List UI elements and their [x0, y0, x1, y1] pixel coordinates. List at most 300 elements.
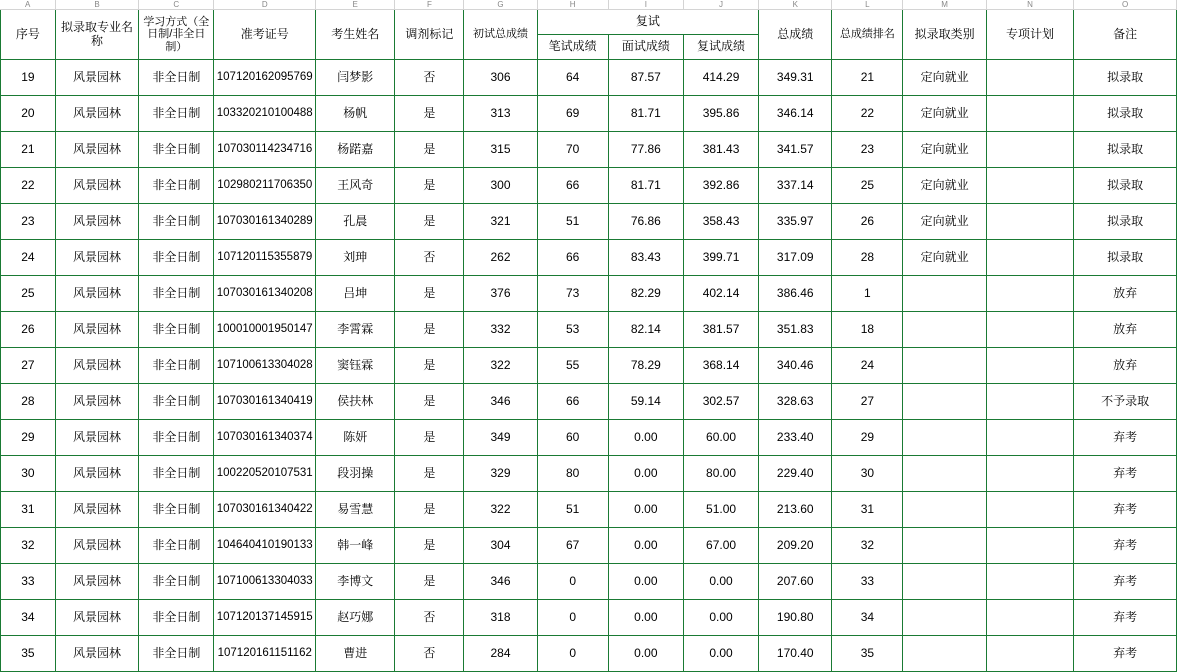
- cell-retest-total[interactable]: 381.43: [683, 132, 758, 168]
- cell-retest-total[interactable]: 80.00: [683, 456, 758, 492]
- cell-index[interactable]: 33: [1, 564, 56, 600]
- column-letter-e[interactable]: E: [316, 0, 395, 10]
- header-written-label: 笔试成绩: [548, 39, 597, 54]
- cell-major[interactable]: 风景园林: [55, 420, 138, 456]
- cell-admit-type[interactable]: [903, 312, 986, 348]
- cell-total[interactable]: 346.14: [759, 96, 832, 132]
- cell-transfer-mark[interactable]: 否: [395, 600, 464, 636]
- cell-retest-total[interactable]: 358.43: [683, 204, 758, 240]
- cell-total[interactable]: 209.20: [759, 528, 832, 564]
- cell-written[interactable]: 73: [537, 276, 608, 312]
- cell-study-mode[interactable]: 非全日制: [139, 132, 214, 168]
- cell-admit-type[interactable]: [903, 600, 986, 636]
- cell-exam-ticket[interactable]: 107120162095769: [214, 60, 316, 96]
- cell-rank[interactable]: 21: [832, 60, 903, 96]
- cell-remark[interactable]: 拟录取: [1074, 132, 1177, 168]
- header-index: [1, 10, 56, 60]
- cell-major[interactable]: 风景园林: [55, 348, 138, 384]
- cell-rank[interactable]: 30: [832, 456, 903, 492]
- cell-name[interactable]: 窦钰霖: [316, 348, 395, 384]
- cell-retest-total[interactable]: 402.14: [683, 276, 758, 312]
- cell-index[interactable]: 30: [1, 456, 56, 492]
- cell-admit-type[interactable]: 定向就业: [903, 204, 986, 240]
- cell-index[interactable]: 23: [1, 204, 56, 240]
- cell-written[interactable]: 66: [537, 240, 608, 276]
- cell-admit-type[interactable]: 定向就业: [903, 240, 986, 276]
- cell-study-mode[interactable]: 非全日制: [139, 636, 214, 672]
- cell-admit-type[interactable]: 定向就业: [903, 60, 986, 96]
- column-letter-m[interactable]: M: [903, 0, 986, 10]
- cell-written[interactable]: 0: [537, 600, 608, 636]
- cell-index[interactable]: 32: [1, 528, 56, 564]
- cell-first-total[interactable]: 322: [464, 492, 537, 528]
- cell-index[interactable]: 24: [1, 240, 56, 276]
- cell-admit-type[interactable]: [903, 564, 986, 600]
- cell-study-mode[interactable]: 非全日制: [139, 564, 214, 600]
- cell-transfer-mark[interactable]: 是: [395, 492, 464, 528]
- column-letter-row: [1, 0, 1177, 10]
- column-letter-h[interactable]: H: [537, 0, 608, 10]
- cell-major[interactable]: 风景园林: [55, 528, 138, 564]
- cell-first-total[interactable]: 346: [464, 564, 537, 600]
- cell-index[interactable]: 34: [1, 600, 56, 636]
- cell-interview[interactable]: 0.00: [608, 420, 683, 456]
- cell-interview[interactable]: 76.86: [608, 204, 683, 240]
- cell-special-plan[interactable]: [986, 384, 1073, 420]
- cell-remark[interactable]: 弃考: [1074, 456, 1177, 492]
- cell-special-plan[interactable]: [986, 240, 1073, 276]
- header-admit-type-label: 拟录取类别: [914, 26, 975, 41]
- cell-name[interactable]: 孔晨: [316, 204, 395, 240]
- header-name-label: 考生姓名: [331, 26, 380, 41]
- cell-interview[interactable]: 0.00: [608, 456, 683, 492]
- cell-major[interactable]: 风景园林: [55, 456, 138, 492]
- cell-remark[interactable]: 拟录取: [1074, 60, 1177, 96]
- cell-special-plan[interactable]: [986, 348, 1073, 384]
- cell-first-total[interactable]: 313: [464, 96, 537, 132]
- cell-rank[interactable]: 1: [832, 276, 903, 312]
- cell-exam-ticket[interactable]: 107030161340419: [214, 384, 316, 420]
- cell-rank[interactable]: 23: [832, 132, 903, 168]
- header-special-plan-label: 专项计划: [1006, 26, 1055, 41]
- header-remark-label: 备注: [1113, 26, 1138, 41]
- cell-index[interactable]: 26: [1, 312, 56, 348]
- cell-total[interactable]: 337.14: [759, 168, 832, 204]
- cell-total[interactable]: 340.46: [759, 348, 832, 384]
- cell-first-total[interactable]: 300: [464, 168, 537, 204]
- cell-index[interactable]: 27: [1, 348, 56, 384]
- cell-exam-ticket[interactable]: 107030161340289: [214, 204, 316, 240]
- cell-special-plan[interactable]: [986, 204, 1073, 240]
- cell-major[interactable]: 风景园林: [55, 96, 138, 132]
- cell-study-mode[interactable]: 非全日制: [139, 348, 214, 384]
- cell-special-plan[interactable]: [986, 168, 1073, 204]
- cell-admit-type[interactable]: [903, 384, 986, 420]
- column-letter-i[interactable]: I: [608, 0, 683, 10]
- cell-rank[interactable]: 24: [832, 348, 903, 384]
- cell-first-total[interactable]: 318: [464, 600, 537, 636]
- cell-interview[interactable]: 0.00: [608, 492, 683, 528]
- cell-study-mode[interactable]: 非全日制: [139, 168, 214, 204]
- cell-total[interactable]: 349.31: [759, 60, 832, 96]
- cell-transfer-mark[interactable]: 是: [395, 96, 464, 132]
- cell-special-plan[interactable]: [986, 600, 1073, 636]
- cell-total[interactable]: 328.63: [759, 384, 832, 420]
- column-letter-j[interactable]: J: [683, 0, 758, 10]
- header-retest-total-label: 复试成绩: [697, 39, 746, 54]
- cell-exam-ticket[interactable]: 102980211706350: [214, 168, 316, 204]
- cell-transfer-mark[interactable]: 是: [395, 168, 464, 204]
- cell-total[interactable]: 317.09: [759, 240, 832, 276]
- cell-retest-total[interactable]: 0.00: [683, 564, 758, 600]
- cell-retest-total[interactable]: 395.86: [683, 96, 758, 132]
- cell-special-plan[interactable]: [986, 528, 1073, 564]
- cell-rank[interactable]: 32: [832, 528, 903, 564]
- cell-total[interactable]: 170.40: [759, 636, 832, 672]
- cell-name[interactable]: 李博文: [316, 564, 395, 600]
- cell-rank[interactable]: 25: [832, 168, 903, 204]
- cell-first-total[interactable]: 306: [464, 60, 537, 96]
- cell-interview[interactable]: 81.71: [608, 168, 683, 204]
- cell-special-plan[interactable]: [986, 456, 1073, 492]
- cell-first-total[interactable]: 376: [464, 276, 537, 312]
- cell-exam-ticket[interactable]: 107030114234716: [214, 132, 316, 168]
- cell-total[interactable]: 386.46: [759, 276, 832, 312]
- header-transfer-mark-label: 调剂标记: [405, 26, 454, 41]
- cell-admit-type[interactable]: 定向就业: [903, 96, 986, 132]
- cell-rank[interactable]: 26: [832, 204, 903, 240]
- cell-remark[interactable]: 弃考: [1074, 600, 1177, 636]
- cell-interview[interactable]: 87.57: [608, 60, 683, 96]
- cell-first-total[interactable]: 322: [464, 348, 537, 384]
- cell-index[interactable]: 31: [1, 492, 56, 528]
- header-total: [759, 10, 832, 60]
- cell-index[interactable]: 28: [1, 384, 56, 420]
- cell-rank[interactable]: 29: [832, 420, 903, 456]
- cell-name[interactable]: 李霄霖: [316, 312, 395, 348]
- cell-written[interactable]: 53: [537, 312, 608, 348]
- cell-admit-type[interactable]: [903, 528, 986, 564]
- column-letter-b[interactable]: B: [55, 0, 138, 10]
- cell-study-mode[interactable]: 非全日制: [139, 312, 214, 348]
- cell-transfer-mark[interactable]: 是: [395, 564, 464, 600]
- cell-name[interactable]: 杨帆: [316, 96, 395, 132]
- cell-name[interactable]: 吕坤: [316, 276, 395, 312]
- table-row: [1, 492, 1177, 528]
- cell-study-mode[interactable]: 非全日制: [139, 240, 214, 276]
- table-row: [1, 564, 1177, 600]
- cell-exam-ticket[interactable]: 104640410190133: [214, 528, 316, 564]
- cell-major[interactable]: 风景园林: [55, 276, 138, 312]
- cell-special-plan[interactable]: [986, 564, 1073, 600]
- cell-rank[interactable]: 27: [832, 384, 903, 420]
- column-letter-d[interactable]: D: [214, 0, 316, 10]
- cell-exam-ticket[interactable]: 103320210100488: [214, 96, 316, 132]
- cell-remark[interactable]: 弃考: [1074, 636, 1177, 672]
- cell-remark[interactable]: 弃考: [1074, 492, 1177, 528]
- cell-transfer-mark[interactable]: 是: [395, 456, 464, 492]
- cell-transfer-mark[interactable]: 否: [395, 60, 464, 96]
- cell-retest-total[interactable]: 392.86: [683, 168, 758, 204]
- cell-name[interactable]: 杨蹃嘉: [316, 132, 395, 168]
- cell-transfer-mark[interactable]: 是: [395, 132, 464, 168]
- cell-admit-type[interactable]: [903, 636, 986, 672]
- cell-interview[interactable]: 0.00: [608, 636, 683, 672]
- cell-first-total[interactable]: 304: [464, 528, 537, 564]
- cell-exam-ticket[interactable]: 107030161340208: [214, 276, 316, 312]
- cell-special-plan[interactable]: [986, 276, 1073, 312]
- cell-exam-ticket[interactable]: 100010001950147: [214, 312, 316, 348]
- cell-remark[interactable]: 放弃: [1074, 312, 1177, 348]
- cell-written[interactable]: 55: [537, 348, 608, 384]
- cell-total[interactable]: 229.40: [759, 456, 832, 492]
- cell-special-plan[interactable]: [986, 312, 1073, 348]
- cell-remark[interactable]: 弃考: [1074, 528, 1177, 564]
- cell-admit-type[interactable]: [903, 276, 986, 312]
- cell-written[interactable]: 60: [537, 420, 608, 456]
- cell-study-mode[interactable]: 非全日制: [139, 96, 214, 132]
- cell-retest-total[interactable]: 414.29: [683, 60, 758, 96]
- header-transfer-mark: [395, 10, 464, 60]
- cell-study-mode[interactable]: 非全日制: [139, 600, 214, 636]
- cell-written[interactable]: 51: [537, 492, 608, 528]
- cell-interview[interactable]: 82.29: [608, 276, 683, 312]
- cell-exam-ticket[interactable]: 100220520107531: [214, 456, 316, 492]
- cell-name[interactable]: 闫梦影: [316, 60, 395, 96]
- cell-admit-type[interactable]: 定向就业: [903, 168, 986, 204]
- cell-study-mode[interactable]: 非全日制: [139, 528, 214, 564]
- cell-major[interactable]: 风景园林: [55, 492, 138, 528]
- cell-remark[interactable]: 拟录取: [1074, 240, 1177, 276]
- cell-rank[interactable]: 22: [832, 96, 903, 132]
- cell-written[interactable]: 69: [537, 96, 608, 132]
- cell-study-mode[interactable]: 非全日制: [139, 420, 214, 456]
- cell-retest-total[interactable]: 51.00: [683, 492, 758, 528]
- cell-transfer-mark[interactable]: 是: [395, 348, 464, 384]
- cell-retest-total[interactable]: 60.00: [683, 420, 758, 456]
- cell-admit-type[interactable]: [903, 492, 986, 528]
- cell-first-total[interactable]: 349: [464, 420, 537, 456]
- header-first-total: [464, 10, 537, 60]
- cell-study-mode[interactable]: 非全日制: [139, 60, 214, 96]
- header-study-mode-label: 学习方式（全日制/非全日制）: [143, 16, 210, 53]
- cell-total[interactable]: 335.97: [759, 204, 832, 240]
- cell-remark[interactable]: 弃考: [1074, 420, 1177, 456]
- cell-written[interactable]: 51: [537, 204, 608, 240]
- cell-total[interactable]: 233.40: [759, 420, 832, 456]
- cell-rank[interactable]: 28: [832, 240, 903, 276]
- cell-name[interactable]: 易雪慧: [316, 492, 395, 528]
- cell-major[interactable]: 风景园林: [55, 204, 138, 240]
- cell-name[interactable]: 刘珅: [316, 240, 395, 276]
- cell-remark[interactable]: 放弃: [1074, 276, 1177, 312]
- cell-transfer-mark[interactable]: 是: [395, 528, 464, 564]
- table-header-row-top: [1, 10, 1177, 35]
- cell-transfer-mark[interactable]: 否: [395, 636, 464, 672]
- table-row: [1, 276, 1177, 312]
- cell-name[interactable]: 曹进: [316, 636, 395, 672]
- cell-transfer-mark[interactable]: 是: [395, 420, 464, 456]
- cell-retest-total[interactable]: 0.00: [683, 636, 758, 672]
- cell-name[interactable]: 陈妍: [316, 420, 395, 456]
- cell-index[interactable]: 29: [1, 420, 56, 456]
- cell-total[interactable]: 190.80: [759, 600, 832, 636]
- column-letter-a[interactable]: A: [1, 0, 56, 10]
- cell-study-mode[interactable]: 非全日制: [139, 276, 214, 312]
- cell-transfer-mark[interactable]: 是: [395, 312, 464, 348]
- cell-written[interactable]: 80: [537, 456, 608, 492]
- cell-written[interactable]: 0: [537, 636, 608, 672]
- cell-special-plan[interactable]: [986, 132, 1073, 168]
- cell-interview[interactable]: 77.86: [608, 132, 683, 168]
- cell-major[interactable]: 风景园林: [55, 168, 138, 204]
- cell-special-plan[interactable]: [986, 492, 1073, 528]
- cell-remark[interactable]: 放弃: [1074, 348, 1177, 384]
- cell-written[interactable]: 66: [537, 384, 608, 420]
- cell-name[interactable]: 段羽操: [316, 456, 395, 492]
- cell-remark[interactable]: 弃考: [1074, 564, 1177, 600]
- cell-remark[interactable]: 不予录取: [1074, 384, 1177, 420]
- cell-interview[interactable]: 82.14: [608, 312, 683, 348]
- cell-interview[interactable]: 0.00: [608, 528, 683, 564]
- header-first-total-label: 初试总成绩: [473, 28, 529, 41]
- cell-admit-type[interactable]: [903, 348, 986, 384]
- cell-first-total[interactable]: 315: [464, 132, 537, 168]
- cell-major[interactable]: 风景园林: [55, 60, 138, 96]
- header-retest-group-label: 复试: [635, 14, 660, 29]
- cell-written[interactable]: 0: [537, 564, 608, 600]
- cell-exam-ticket[interactable]: 107120161151162: [214, 636, 316, 672]
- table-row: [1, 240, 1177, 276]
- header-written: [537, 35, 608, 60]
- cell-study-mode[interactable]: 非全日制: [139, 384, 214, 420]
- cell-index[interactable]: 22: [1, 168, 56, 204]
- cell-retest-total[interactable]: 381.57: [683, 312, 758, 348]
- cell-rank[interactable]: 33: [832, 564, 903, 600]
- column-letter-g[interactable]: G: [464, 0, 537, 10]
- cell-first-total[interactable]: 346: [464, 384, 537, 420]
- cell-total[interactable]: 207.60: [759, 564, 832, 600]
- cell-total[interactable]: 341.57: [759, 132, 832, 168]
- table-row: [1, 600, 1177, 636]
- cell-major[interactable]: 风景园林: [55, 384, 138, 420]
- header-study-mode: [139, 10, 214, 60]
- cell-exam-ticket[interactable]: 107030161340422: [214, 492, 316, 528]
- cell-transfer-mark[interactable]: 是: [395, 204, 464, 240]
- cell-exam-ticket[interactable]: 107120115355879: [214, 240, 316, 276]
- cell-admit-type[interactable]: 定向就业: [903, 132, 986, 168]
- cell-index[interactable]: 20: [1, 96, 56, 132]
- cell-name[interactable]: 赵巧娜: [316, 600, 395, 636]
- cell-total[interactable]: 213.60: [759, 492, 832, 528]
- cell-interview[interactable]: 0.00: [608, 600, 683, 636]
- cell-rank[interactable]: 34: [832, 600, 903, 636]
- cell-rank[interactable]: 35: [832, 636, 903, 672]
- cell-special-plan[interactable]: [986, 420, 1073, 456]
- cell-major[interactable]: 风景园林: [55, 600, 138, 636]
- cell-written[interactable]: 66: [537, 168, 608, 204]
- cell-study-mode[interactable]: 非全日制: [139, 456, 214, 492]
- cell-transfer-mark[interactable]: 是: [395, 384, 464, 420]
- table-row: [1, 96, 1177, 132]
- cell-first-total[interactable]: 329: [464, 456, 537, 492]
- cell-retest-total[interactable]: 302.57: [683, 384, 758, 420]
- cell-exam-ticket[interactable]: 107100613304033: [214, 564, 316, 600]
- cell-major[interactable]: 风景园林: [55, 240, 138, 276]
- cell-retest-total[interactable]: 399.71: [683, 240, 758, 276]
- column-letter-o[interactable]: O: [1074, 0, 1177, 10]
- cell-written[interactable]: 64: [537, 60, 608, 96]
- cell-major[interactable]: 风景园林: [55, 564, 138, 600]
- cell-name[interactable]: 韩一峰: [316, 528, 395, 564]
- cell-first-total[interactable]: 332: [464, 312, 537, 348]
- cell-interview[interactable]: 78.29: [608, 348, 683, 384]
- cell-transfer-mark[interactable]: 是: [395, 276, 464, 312]
- cell-first-total[interactable]: 284: [464, 636, 537, 672]
- header-rank: [832, 10, 903, 60]
- column-letter-l[interactable]: L: [832, 0, 903, 10]
- cell-remark[interactable]: 拟录取: [1074, 168, 1177, 204]
- cell-retest-total[interactable]: 0.00: [683, 600, 758, 636]
- column-letter-f[interactable]: F: [395, 0, 464, 10]
- column-letter-c[interactable]: C: [139, 0, 214, 10]
- cell-exam-ticket[interactable]: 107120137145915: [214, 600, 316, 636]
- cell-name[interactable]: 侯扶林: [316, 384, 395, 420]
- cell-index[interactable]: 35: [1, 636, 56, 672]
- cell-written[interactable]: 67: [537, 528, 608, 564]
- cell-special-plan[interactable]: [986, 636, 1073, 672]
- cell-transfer-mark[interactable]: 否: [395, 240, 464, 276]
- cell-written[interactable]: 70: [537, 132, 608, 168]
- cell-index[interactable]: 25: [1, 276, 56, 312]
- header-admit-type: [903, 10, 986, 60]
- cell-study-mode[interactable]: 非全日制: [139, 204, 214, 240]
- cell-interview[interactable]: 81.71: [608, 96, 683, 132]
- cell-special-plan[interactable]: [986, 96, 1073, 132]
- cell-interview[interactable]: 59.14: [608, 384, 683, 420]
- cell-exam-ticket[interactable]: 107030161340374: [214, 420, 316, 456]
- cell-exam-ticket[interactable]: 107100613304028: [214, 348, 316, 384]
- cell-interview[interactable]: 83.43: [608, 240, 683, 276]
- cell-major[interactable]: 风景园林: [55, 636, 138, 672]
- cell-rank[interactable]: 18: [832, 312, 903, 348]
- cell-rank[interactable]: 31: [832, 492, 903, 528]
- cell-remark[interactable]: 拟录取: [1074, 204, 1177, 240]
- cell-special-plan[interactable]: [986, 60, 1073, 96]
- cell-index[interactable]: 21: [1, 132, 56, 168]
- cell-retest-total[interactable]: 67.00: [683, 528, 758, 564]
- cell-first-total[interactable]: 262: [464, 240, 537, 276]
- cell-major[interactable]: 风景园林: [55, 132, 138, 168]
- column-letter-k[interactable]: K: [759, 0, 832, 10]
- table-row: [1, 60, 1177, 96]
- cell-study-mode[interactable]: 非全日制: [139, 492, 214, 528]
- cell-index[interactable]: 19: [1, 60, 56, 96]
- cell-interview[interactable]: 0.00: [608, 564, 683, 600]
- cell-total[interactable]: 351.83: [759, 312, 832, 348]
- cell-remark[interactable]: 拟录取: [1074, 96, 1177, 132]
- cell-first-total[interactable]: 321: [464, 204, 537, 240]
- cell-admit-type[interactable]: [903, 456, 986, 492]
- column-letter-n[interactable]: N: [986, 0, 1073, 10]
- cell-admit-type[interactable]: [903, 420, 986, 456]
- header-special-plan: [986, 10, 1073, 60]
- cell-retest-total[interactable]: 368.14: [683, 348, 758, 384]
- cell-major[interactable]: 风景园林: [55, 312, 138, 348]
- header-interview-label: 面试成绩: [621, 39, 670, 54]
- cell-name[interactable]: 王风奇: [316, 168, 395, 204]
- table-row: [1, 636, 1177, 672]
